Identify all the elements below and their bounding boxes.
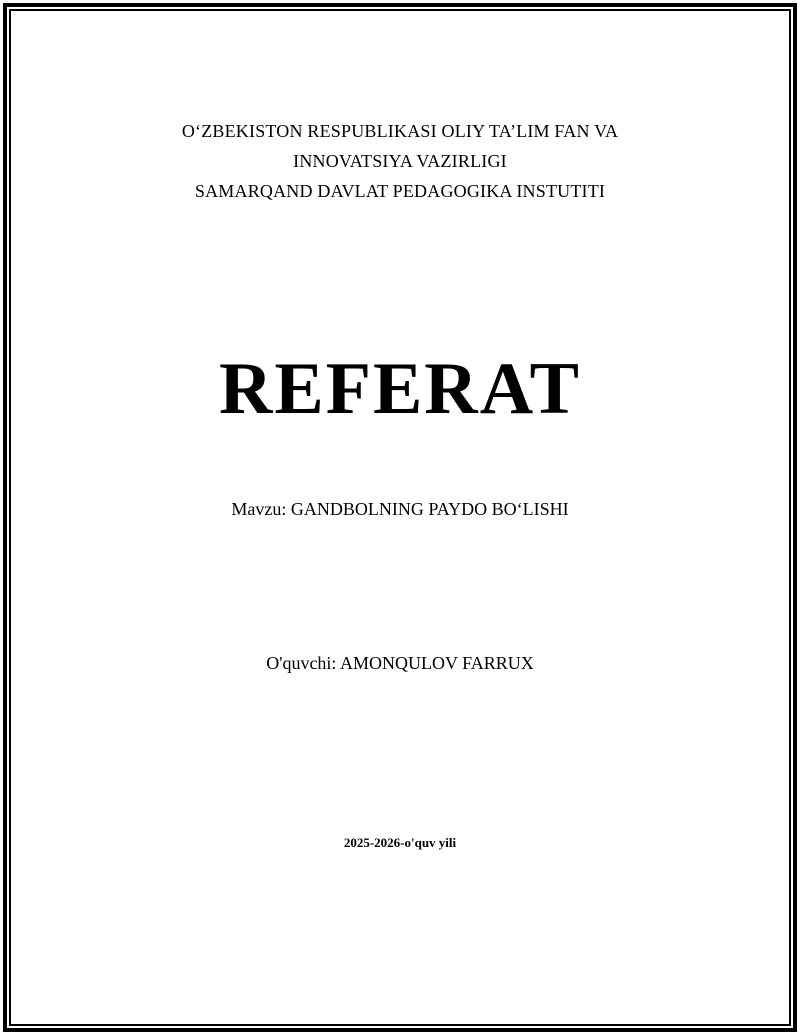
institution-header-line-1: O‘ZBEKISTON RESPUBLIKASI OLIY TA’LIM FAN VA — [181, 121, 619, 141]
academic-year-line: 2025-2026-o'quv yili — [343, 835, 457, 850]
document-title: REFERAT — [218, 348, 582, 430]
topic-line: Mavzu: GANDBOLNING PAYDO BO‘LISHI — [231, 499, 569, 519]
student-line: O'quvchi: AMONQULOV FARRUX — [266, 653, 534, 673]
institution-header-line-2: INNOVATSIYA VAZIRLIGI — [293, 151, 507, 171]
institution-header-line-3: SAMARQAND DAVLAT PEDAGOGIKA INSTUTITI — [194, 181, 606, 201]
institution-header — [20, 116, 780, 206]
